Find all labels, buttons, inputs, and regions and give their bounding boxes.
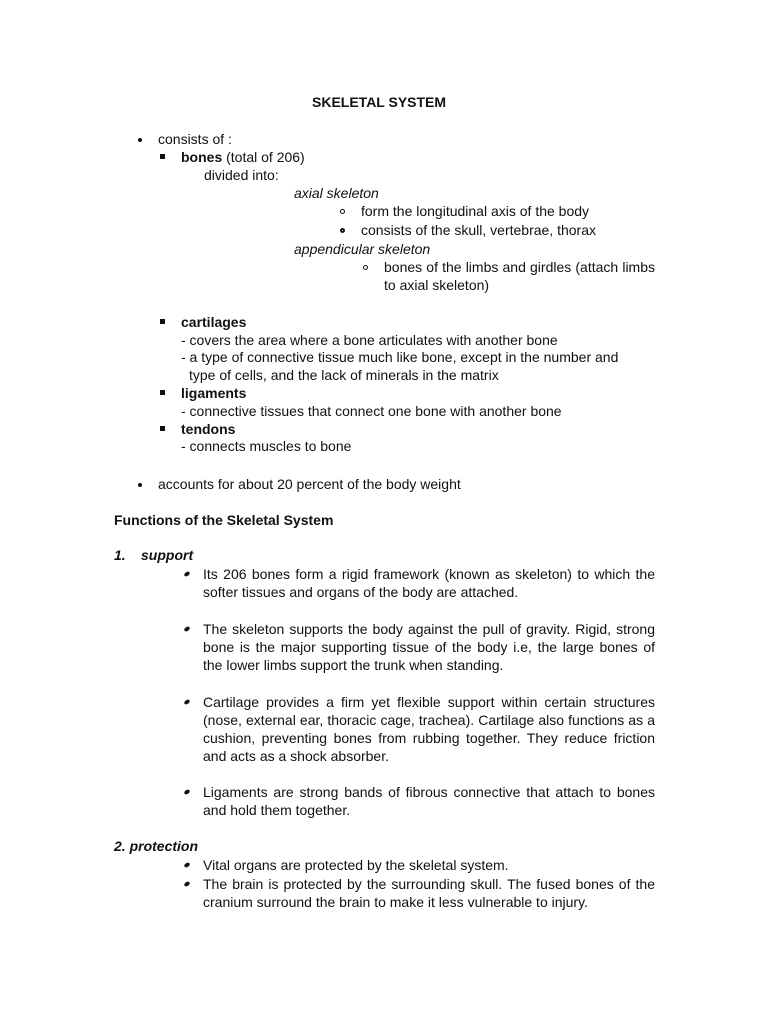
bullet-ring [363,265,368,270]
bones-count: (total of 206) [222,149,305,165]
tendons-line-1: - connects muscles to bone [181,438,352,454]
bullet-dot [138,483,142,487]
bullet-dot [138,138,142,142]
ligaments-line-1: - connective tissues that connect one bone with another bone [181,403,562,419]
support-heading-number: 1. [114,547,126,563]
bullet-dot [183,789,190,796]
bullet-dot [183,862,190,869]
bullet-square [160,154,165,159]
ligaments-label: ligaments [181,385,247,401]
body-weight-note: accounts for about 20 percent of the body weight [158,476,461,492]
cartilages-line-2: - a type of connective tissue much like bone, except in the number and [181,349,619,365]
bullet-dot [183,571,190,578]
cartilages-line-3: type of cells, and the lack of minerals in the matrix [189,367,499,383]
bones-item [181,148,305,166]
bullet-dot [183,881,190,888]
bones-label: bones [181,149,223,165]
bullet-square [160,319,165,324]
protection-paragraph-2: The brain is protected by the surrounding skull. The fused bones of the cranium surround the brain to make it less vulnerable to injury. [203,876,655,910]
support-paragraph-4: Ligaments are strong bands of fibrous connective that attach to bones and hold them together. [203,784,655,818]
support-paragraph-1: Its 206 bones form a rigid framework (known as skeleton) to which the softer tissues and organs of the body are attached. [203,566,655,600]
bullet-square [160,426,165,431]
bullet-dot [183,626,190,633]
consists-intro: consists of : [158,131,232,147]
support-heading: support [141,547,194,563]
page-title: SKELETAL SYSTEM [312,94,447,110]
bullet-square [160,390,165,395]
bullet-ring [340,228,345,233]
protection-paragraph-1: Vital organs are protected by the skeletal system. [203,857,509,873]
cartilages-line-1: - covers the area where a bone articulates with another bone [181,332,558,348]
axial-item-1: form the longitudinal axis of the body [361,203,590,219]
bullet-ring [340,209,345,214]
axial-skeleton-label: axial skeleton [294,185,379,201]
appendicular-item-1: bones of the limbs and girdles (attach limbs to axial skeleton) [384,259,655,293]
axial-item-2: consists of the skull, vertebrae, thorax [361,222,596,238]
support-paragraph-3: Cartilage provides a firm yet flexible support within certain structures (nose, external ear, thoracic cage, trachea). Cartilage also functions as a cushion, preventing bones from rubbing together. They reduce friction and acts as a shock absorber. [203,694,655,764]
tendons-label: tendons [181,421,236,437]
divided-into: divided into: [204,167,279,183]
cartilages-label: cartilages [181,314,247,330]
functions-heading: Functions of the Skeletal System [114,512,334,528]
bullet-dot [183,699,190,706]
support-paragraph-2: The skeleton supports the body against the pull of gravity. Rigid, strong bone is the major supporting tissue of the body i.e, the large bones of the lower limbs support the trunk when standing. [203,621,655,673]
protection-heading: 2. protection [114,838,199,854]
appendicular-skeleton-label: appendicular skeleton [294,241,431,257]
